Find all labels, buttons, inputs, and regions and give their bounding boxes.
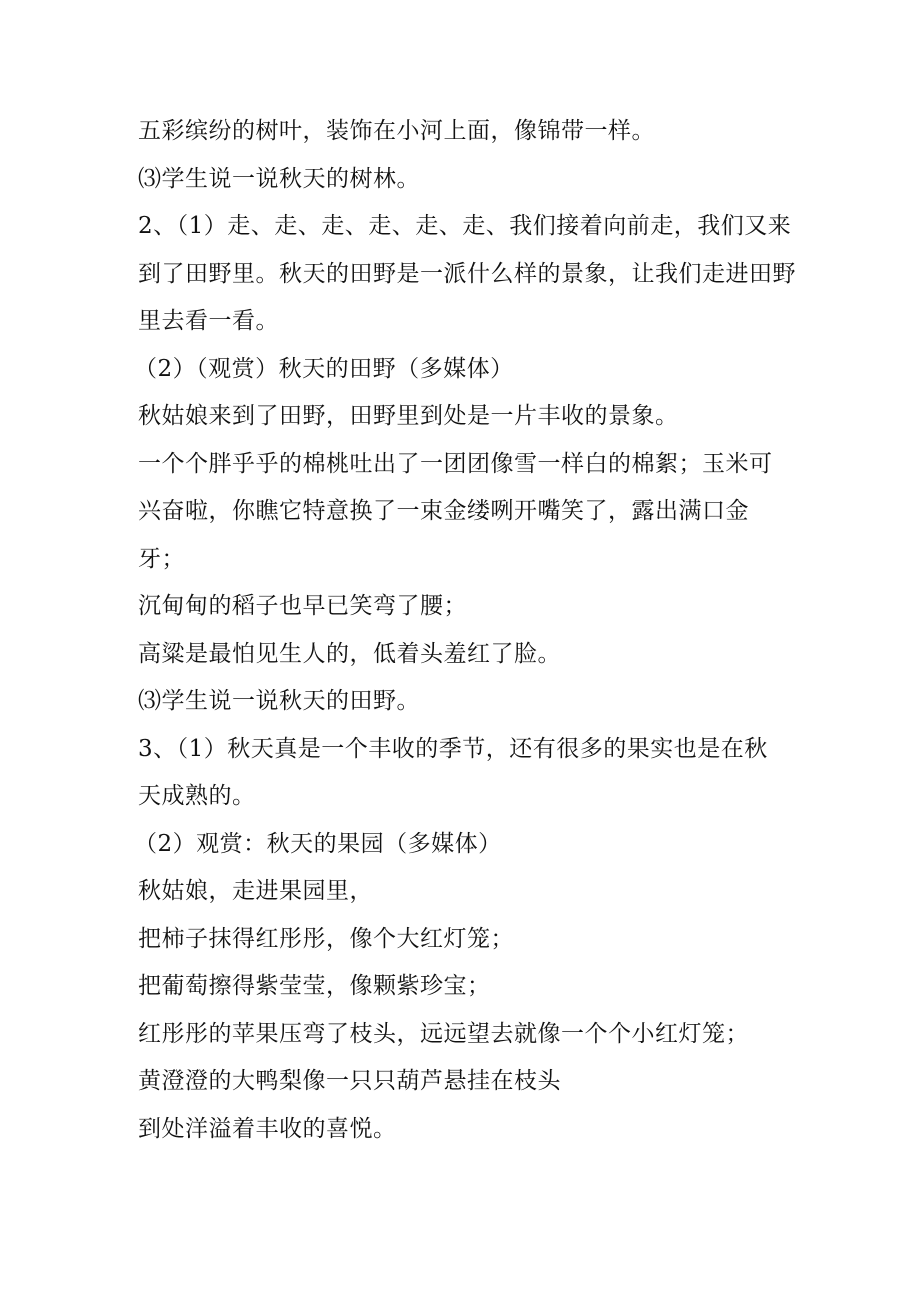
text-line: 红彤彤的苹果压弯了枝头，远远望去就像一个个小红灯笼； <box>138 1020 749 1047</box>
document-body <box>134 108 798 1153</box>
text-line: 五彩缤纷的树叶，装饰在小河上面，像锦带一样。 <box>138 118 655 144</box>
text-line: 3、（1）秋天真是一个丰收的季节，还有很多的果实也是在秋 <box>138 735 768 762</box>
text-line: 2、（1）走、走、走、走、走、走、我们接着向前走，我们又来 <box>138 213 792 239</box>
text-line: 到处洋溢着丰收的喜悦。 <box>138 1115 397 1142</box>
text-line: 秋姑娘，走进果园里， <box>138 878 373 904</box>
text-line: 里去看一看。 <box>138 308 279 334</box>
text-line: 到了田野里。秋天的田野是一派什么样的景象，让我们走进田野 <box>138 260 796 287</box>
text-line: （2）（观赏）秋天的田野（多媒体） <box>134 355 514 382</box>
text-line: ⑶学生说一说秋天的树林。 <box>138 165 420 192</box>
text-line: 把葡萄擦得紫莹莹，像颗紫珍宝； <box>138 973 491 999</box>
text-line: 沉甸甸的稻子也早已笑弯了腰； <box>138 593 467 619</box>
text-line: 把柿子抹得红彤彤，像个大红灯笼； <box>138 925 514 952</box>
text-line: 牙； <box>138 545 185 572</box>
text-line: 高粱是最怕见生人的，低着头羞红了脸。 <box>138 640 561 667</box>
text-line: ⑶学生说一说秋天的田野。 <box>138 688 420 714</box>
text-line: 兴奋啦，你瞧它特意换了一束金缕咧开嘴笑了，露出满口金 <box>138 498 749 524</box>
text-line: 一个个胖乎乎的棉桃吐出了一团团像雪一样白的棉絮；玉米可 <box>138 450 773 477</box>
text-line: （2）观赏：秋天的果园（多媒体） <box>134 830 502 857</box>
text-line: 秋姑娘来到了田野，田野里到处是一片丰收的景象。 <box>138 403 679 429</box>
text-line: 天成熟的。 <box>138 783 256 809</box>
text-line: 黄澄澄的大鸭梨像一只只葫芦悬挂在枝头 <box>138 1068 561 1094</box>
